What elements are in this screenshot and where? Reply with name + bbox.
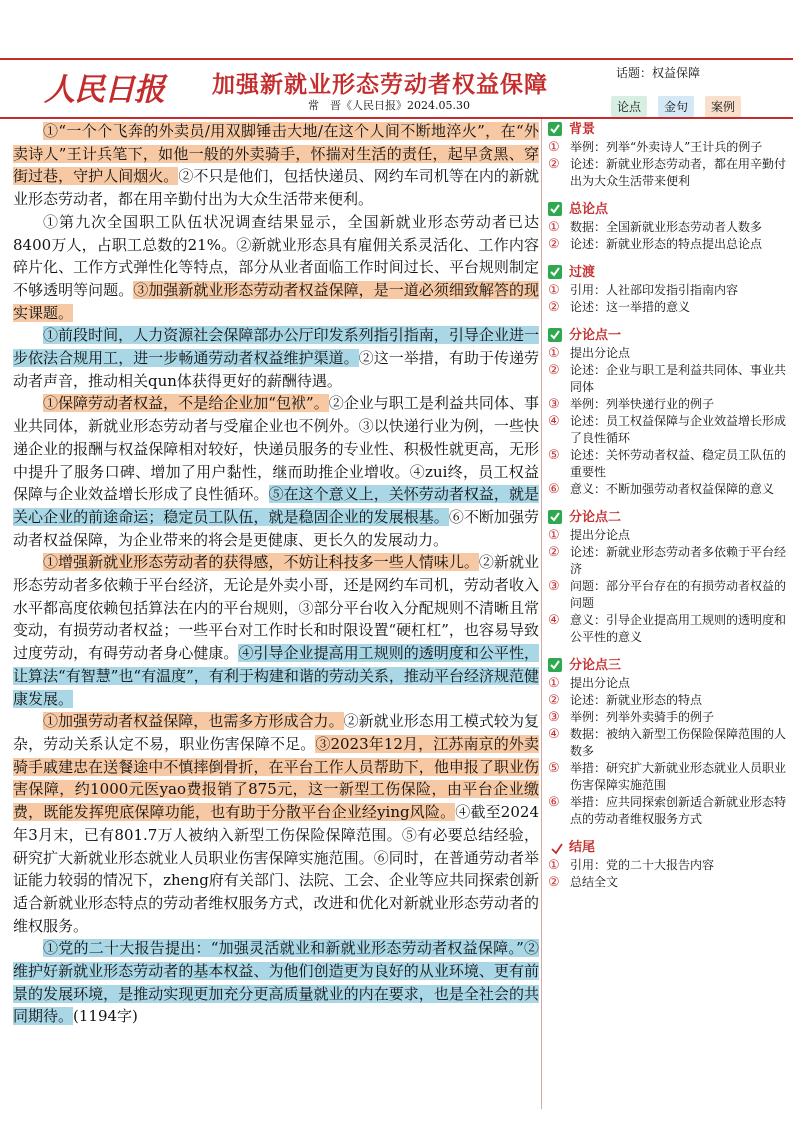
outline-item [548,299,786,316]
outline-item-number: ① [548,140,560,155]
outline-item [548,709,786,726]
outline-item [548,692,786,709]
sentence: ④截至2024年3月末，已有801.7万人被纳入新型工伤保险保障范围。⑤有必要总结经验，研究扩大新就业形态就业人员职业伤害保障实施范围。⑥同时，在普通劳动者举证能力较弱的情况下，zheng府有关部门、法院、工会、企业等应共同探索创新适合新就业形态特点的劳动者维权服务方式，改进和优化对新就业形态劳动者的维权服务。 [13,803,539,935]
outline-section-header [548,263,786,281]
sentence: ②不只是他们，包括快递员、网约车司机等在内的新就业形态劳动者，都在用辛勤付出为大众生活带来便利。 [13,167,539,209]
outline-item [548,527,786,544]
outline-item-text: 意义：引导企业提高用工规则的透明度和公平性的意义 [570,613,786,644]
outline-item-text: 论述：新就业形态的特点提出总论点 [570,237,763,251]
outline-item-number: ③ [548,579,560,594]
highlighted-sentence: ③2023年12月，江苏南京的外卖骑手戚建忠在送餐途中不慎摔倒骨折，在平台工作人员帮助下，他申报了职业伤害保障，约1000元医yao费报销了875元，这一新型工伤保险，由平台企业缴费，既能发挥兜底保障功能，也有助于分散平台企业经ying风险。 [13,734,539,822]
outline-item-text: 引用：党的二十大报告内容 [570,858,715,872]
outline-section-header [548,200,786,218]
outline-item-text: 提出分论点 [570,346,631,360]
outline-item-text: 提出分论点 [570,676,631,690]
article-paragraph [13,710,539,937]
outline-item-text: 论述：新就业形态劳动者多依赖于平台经济 [570,545,786,576]
outline-item-number: ④ [548,414,560,429]
outline-section [548,120,786,190]
outline-section-title: 背景 [569,121,596,137]
tab-cases[interactable]: 案例 [705,96,741,117]
outline-section [548,326,786,498]
outline-item-text: 论述：新就业形态的特点 [570,693,703,707]
highlighted-sentence: ③加强新就业形态劳动者权益保障，是一道必须细致解答的现实课题。 [13,280,539,322]
checkmark-icon [548,840,562,854]
top-rule [0,58,793,60]
sentence: ②新就业形态用工模式较为复杂，劳动关系认定不易，职业伤害保障不足。 [13,712,539,753]
highlighted-sentence: ①党的二十大报告提出：“加强灵活就业和新就业形态劳动者权益保障。” [43,939,524,958]
outline-item-number: ② [548,875,560,890]
outline-section [548,200,786,253]
outline-item-text: 举例：列举“外卖诗人”王计兵的例子 [570,140,763,154]
outline-item-number: ① [548,858,560,873]
article-paragraph [13,551,539,710]
article-headline: 加强新就业形态劳动者权益保障 [212,71,548,98]
checkbox-checked-icon [548,122,562,136]
outline-section [548,263,786,316]
outline-item [548,544,786,578]
outline-section-title: 结尾 [569,839,596,855]
outline-item-text: 举例：列举外卖骑手的例子 [570,710,715,724]
outline-item [548,219,786,236]
outline-item-text: 引用：人社部印发指引指南内容 [570,283,739,297]
outline-item [548,447,786,481]
highlighted-sentence: ①前段时间，人力资源社会保障部办公厅印发系列指引指南，引导企业进一步依法合规用工，进一步畅通劳动者权益维护渠道。 [13,326,539,368]
checkbox-checked-icon [548,328,562,342]
sentence: ②企业与职工是利益共同体、事业共同体，新就业形态劳动者与受雇企业也不例外。③以快递行业为例，一些快递企业的报酬与权益保障相对较好，快递员服务的专业性、积极性就更高，无形中提升了服务口碑、增加了用户黏性，继而助推企业增收。④zui终，员工权益保障与企业效益增长形成了良性循环。 [13,394,539,504]
outline-item-text: 举措：应共同探索创新适合新就业形态特点的劳动者维权服务方式 [570,795,786,826]
highlighted-sentence: ①加强劳动者权益保障，也需多方形成合力。 [43,712,344,731]
article-paragraph [13,324,539,392]
outline-item-text: 论述：企业与职工是利益共同体、事业共同体 [570,363,786,394]
outline-item [548,760,786,794]
outline-item-number: ⑥ [548,795,560,810]
outline-item-text: 意义：不断加强劳动者权益保障的意义 [570,482,775,496]
outline-item [548,362,786,396]
outline-item [548,578,786,612]
outline-item [548,874,786,891]
outline-item [548,236,786,253]
highlighted-sentence: ④引导企业提高用工规则的透明度和公平性，让算法“有智慧”也“有温度”，有利于构建和谐的劳动关系，推动平台经济规范健康发展。 [13,644,539,708]
outline-item-number: ① [548,220,560,235]
outline-section-header [548,838,786,856]
outline-item-number: ② [548,237,560,252]
outline-section-title: 分论点三 [569,657,622,673]
outline-item-text: 提出分论点 [570,528,631,542]
structure-sidebar [548,120,786,1110]
outline-item [548,282,786,299]
header-rule [0,117,793,119]
tab-arguments[interactable]: 论点 [611,96,647,117]
outline-item-number: ① [548,283,560,298]
outline-item [548,156,786,190]
checkbox-checked-icon [548,202,562,216]
outline-item-text: 论述：这一举措的意义 [570,300,691,314]
outline-item [548,675,786,692]
sentence: ②新就业形态劳动者多依赖于平台经济，无论是外卖小哥，还是网约车司机，劳动者收入水平都高度依赖包括算法在内的平台规则，③部分平台收入分配规则不清晰且常变动，有损劳动者权益；一些平台对工作时长和时限设置“硬杠杠”，也容易导致过度劳动，有碍劳动者身心健康。 [13,553,539,663]
checkbox-checked-icon [548,658,562,672]
outline-item-number: ⑥ [548,482,560,497]
outline-item-number: ① [548,346,560,361]
byline: 常 晋《人民日报》2024.05.30 [308,99,470,112]
outline-item [548,612,786,646]
article-paragraph [13,120,539,211]
outline-item [548,481,786,498]
article-body [13,120,539,1110]
outline-item [548,726,786,760]
sentence: ①第九次全国职工队伍状况调查结果显示，全国新就业形态劳动者已达8400万人，占职工总数的21%。②新就业形态具有雇佣关系灵活化、工作内容碎片化、工作方式弹性化等特点，部分从业者面临工作时间过长、平台规则制定不够透明等问题。 [13,212,539,299]
people-daily-logo [42,62,172,112]
outline-item [548,345,786,362]
article-paragraph [13,937,539,1028]
outline-item-number: ② [548,693,560,708]
highlighted-sentence: ①“一个个飞奔的外卖员/用双脚锤击大地/在这个人间不断地淬火”，在“外卖诗人”王计兵笔下，如他一般的外卖骑手，怀揣对生活的责任，起早贪黑、穿街过巷，守护人间烟火。 [13,122,539,186]
outline-item-number: ④ [548,613,560,628]
sentence: ②这一举措，有助于传递劳动者声音，推动相关qun体获得更好的薪酬待遇。 [13,349,539,390]
category-tabs [611,96,741,117]
outline-item-number: ① [548,676,560,691]
outline-item-number: ③ [548,710,560,725]
sentence: (1194字) [73,1007,138,1026]
outline-item-number: ② [548,363,560,378]
highlighted-sentence: ①保障劳动者权益，不是给企业加“包袱”。 [43,394,329,413]
outline-item-text: 论述：关怀劳动者权益、稳定员工队伍的重要性 [570,448,786,479]
outline-section [548,508,786,646]
article-paragraph [13,211,539,325]
outline-section-title: 过渡 [569,264,596,280]
outline-item-text: 数据：被纳入新型工伤保险保障范围的人数多 [570,727,786,758]
outline-item-text: 论述：新就业形态劳动者，都在用辛勤付出为大众生活带来便利 [570,157,786,188]
outline-item-number: ② [548,157,560,172]
outline-item-number: ② [548,300,560,315]
column-divider [541,119,542,1109]
highlighted-sentence: ②维护好新就业形态劳动者的基本权益、为他们创造更为良好的从业环境、更有前景的发展环境，是推动实现更加充分更高质量就业的内在要求，也是全社会的共同期待。 [13,939,539,1026]
outline-section [548,838,786,891]
highlighted-sentence: ⑤在这个意义上，关怀劳动者权益，就是关心企业的前途命运；稳定员工队伍，就是稳固企业的发展根基。 [13,485,539,526]
outline-item-number: ④ [548,727,560,742]
sentence: ⑥不断加强劳动者权益保障，为企业带来的将会是更健康、更长久的发展动力。 [13,507,539,549]
outline-item [548,139,786,156]
outline-section-title: 总论点 [569,201,609,217]
outline-section-title: 分论点二 [569,509,622,525]
outline-item-number: ② [548,545,560,560]
outline-section [548,656,786,828]
outline-item-number: ① [548,528,560,543]
outline-item-number: ③ [548,397,560,412]
outline-section-header [548,508,786,526]
outline-section-header [548,656,786,674]
outline-item [548,794,786,828]
outline-item [548,413,786,447]
outline-item-number: ⑤ [548,448,560,463]
outline-item-text: 数据：全国新就业形态劳动者人数多 [570,220,763,234]
outline-item-text: 举措：研究扩大新就业形态就业人员职业伤害保障实施范围 [570,761,786,792]
outline-item [548,396,786,413]
tab-quotes[interactable]: 金句 [658,96,694,117]
outline-section-title: 分论点一 [569,327,622,343]
outline-item-number: ⑤ [548,761,560,776]
outline-item-text: 举例：列举快递行业的例子 [570,397,715,411]
outline-item-text: 总结全文 [570,875,619,889]
highlighted-sentence: ①增强新就业形态劳动者的获得感，不妨让科技多一些人情味儿。 [43,553,479,572]
checkbox-checked-icon [548,265,562,279]
outline-section-header [548,120,786,138]
checkbox-checked-icon [548,510,562,524]
logo-text: 人民日报 [44,72,164,108]
article-paragraph [13,392,539,551]
outline-item [548,857,786,874]
outline-item-text: 论述：员工权益保障与企业效益增长形成了良性循环 [570,414,786,445]
outline-section-header [548,326,786,344]
topic-label: 话题：权益保障 [616,66,701,80]
outline-item-text: 问题：部分平台存在的有损劳动者权益的问题 [570,579,786,610]
